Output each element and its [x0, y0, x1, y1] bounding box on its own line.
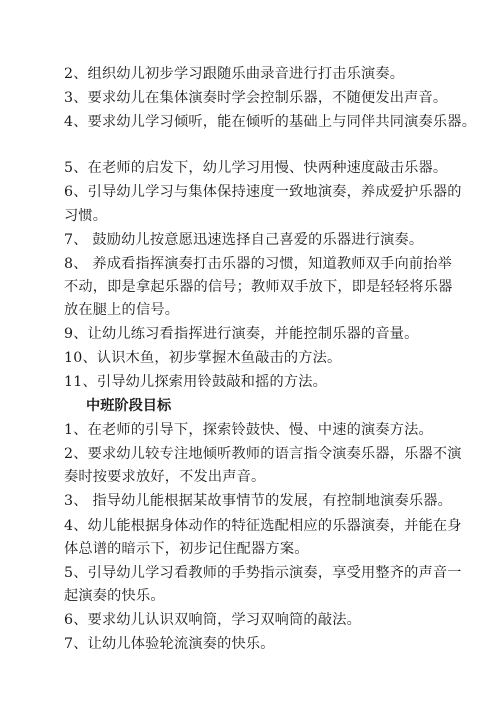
section-heading: 中班阶段目标: [86, 398, 172, 414]
goal-line: 4、幼儿能根据身体动作的特征选配相应的乐器演奏，并能在身: [64, 518, 462, 534]
goal-line: 7、 鼓励幼儿按意愿迅速选择自己喜爱的乐器进行演奏。: [64, 232, 424, 248]
goal-line-continuation: 体总谱的暗示下，初步记住配器方案。: [64, 541, 309, 557]
goal-line: 8、 养成看指挥演奏打击乐器的习惯，知道教师双手向前抬举: [64, 256, 453, 272]
goal-line-continuation: 起演奏的快乐。: [64, 588, 165, 604]
goal-line-continuation: 奏时按要求放好，不发出声音。: [64, 469, 266, 485]
goal-line: 4、要求幼儿学习倾听，能在倾听的基础上与同伴共同演奏乐器。: [64, 114, 477, 130]
goal-line-continuation: 不动，即是拿起乐器的信号；教师双手放下，即是轻轻将乐器: [64, 279, 453, 295]
goal-line: 1、在老师的引导下，探索铃鼓快、慢、中速的演奏方法。: [64, 422, 433, 438]
goal-line: 11、引导幼儿探索用铃鼓敲和摇的方法。: [64, 374, 328, 390]
goal-line: 2、要求幼儿较专注地倾听教师的语言指令演奏乐器，乐器不演: [64, 446, 462, 462]
goal-line-continuation: 习惯。: [64, 208, 108, 224]
goal-line: 6、引导幼儿学习与集体保持速度一致地演奏，养成爱护乐器的: [64, 184, 462, 200]
goal-line-continuation: 放在腿上的信号。: [64, 302, 180, 318]
goal-line: 3、 指导幼儿能根据某故事情节的发展，有控制地演奏乐器。: [64, 493, 453, 509]
goal-line: 5、引导幼儿学习看教师的手势指示演奏，享受用整齐的声音一: [64, 565, 462, 581]
goal-line: 2、组织幼儿初步学习跟随乐曲录音进行打击乐演奏。: [64, 66, 405, 82]
goal-line: 5、在老师的启发下，幼儿学习用慢、快两种速度敲击乐器。: [64, 160, 448, 176]
goal-line: 9、让幼儿练习看指挥进行演奏，并能控制乐器的音量。: [64, 326, 419, 342]
goal-line: 6、要求幼儿认识双响筒，学习双响筒的敲法。: [64, 612, 361, 628]
goal-line: 7、让幼儿体验轮流演奏的快乐。: [64, 636, 275, 652]
goal-line: 3、要求幼儿在集体演奏时学会控制乐器，不随便发出声音。: [64, 90, 448, 106]
goal-line: 10、认识木鱼，初步掌握木鱼敲击的方法。: [64, 350, 342, 366]
